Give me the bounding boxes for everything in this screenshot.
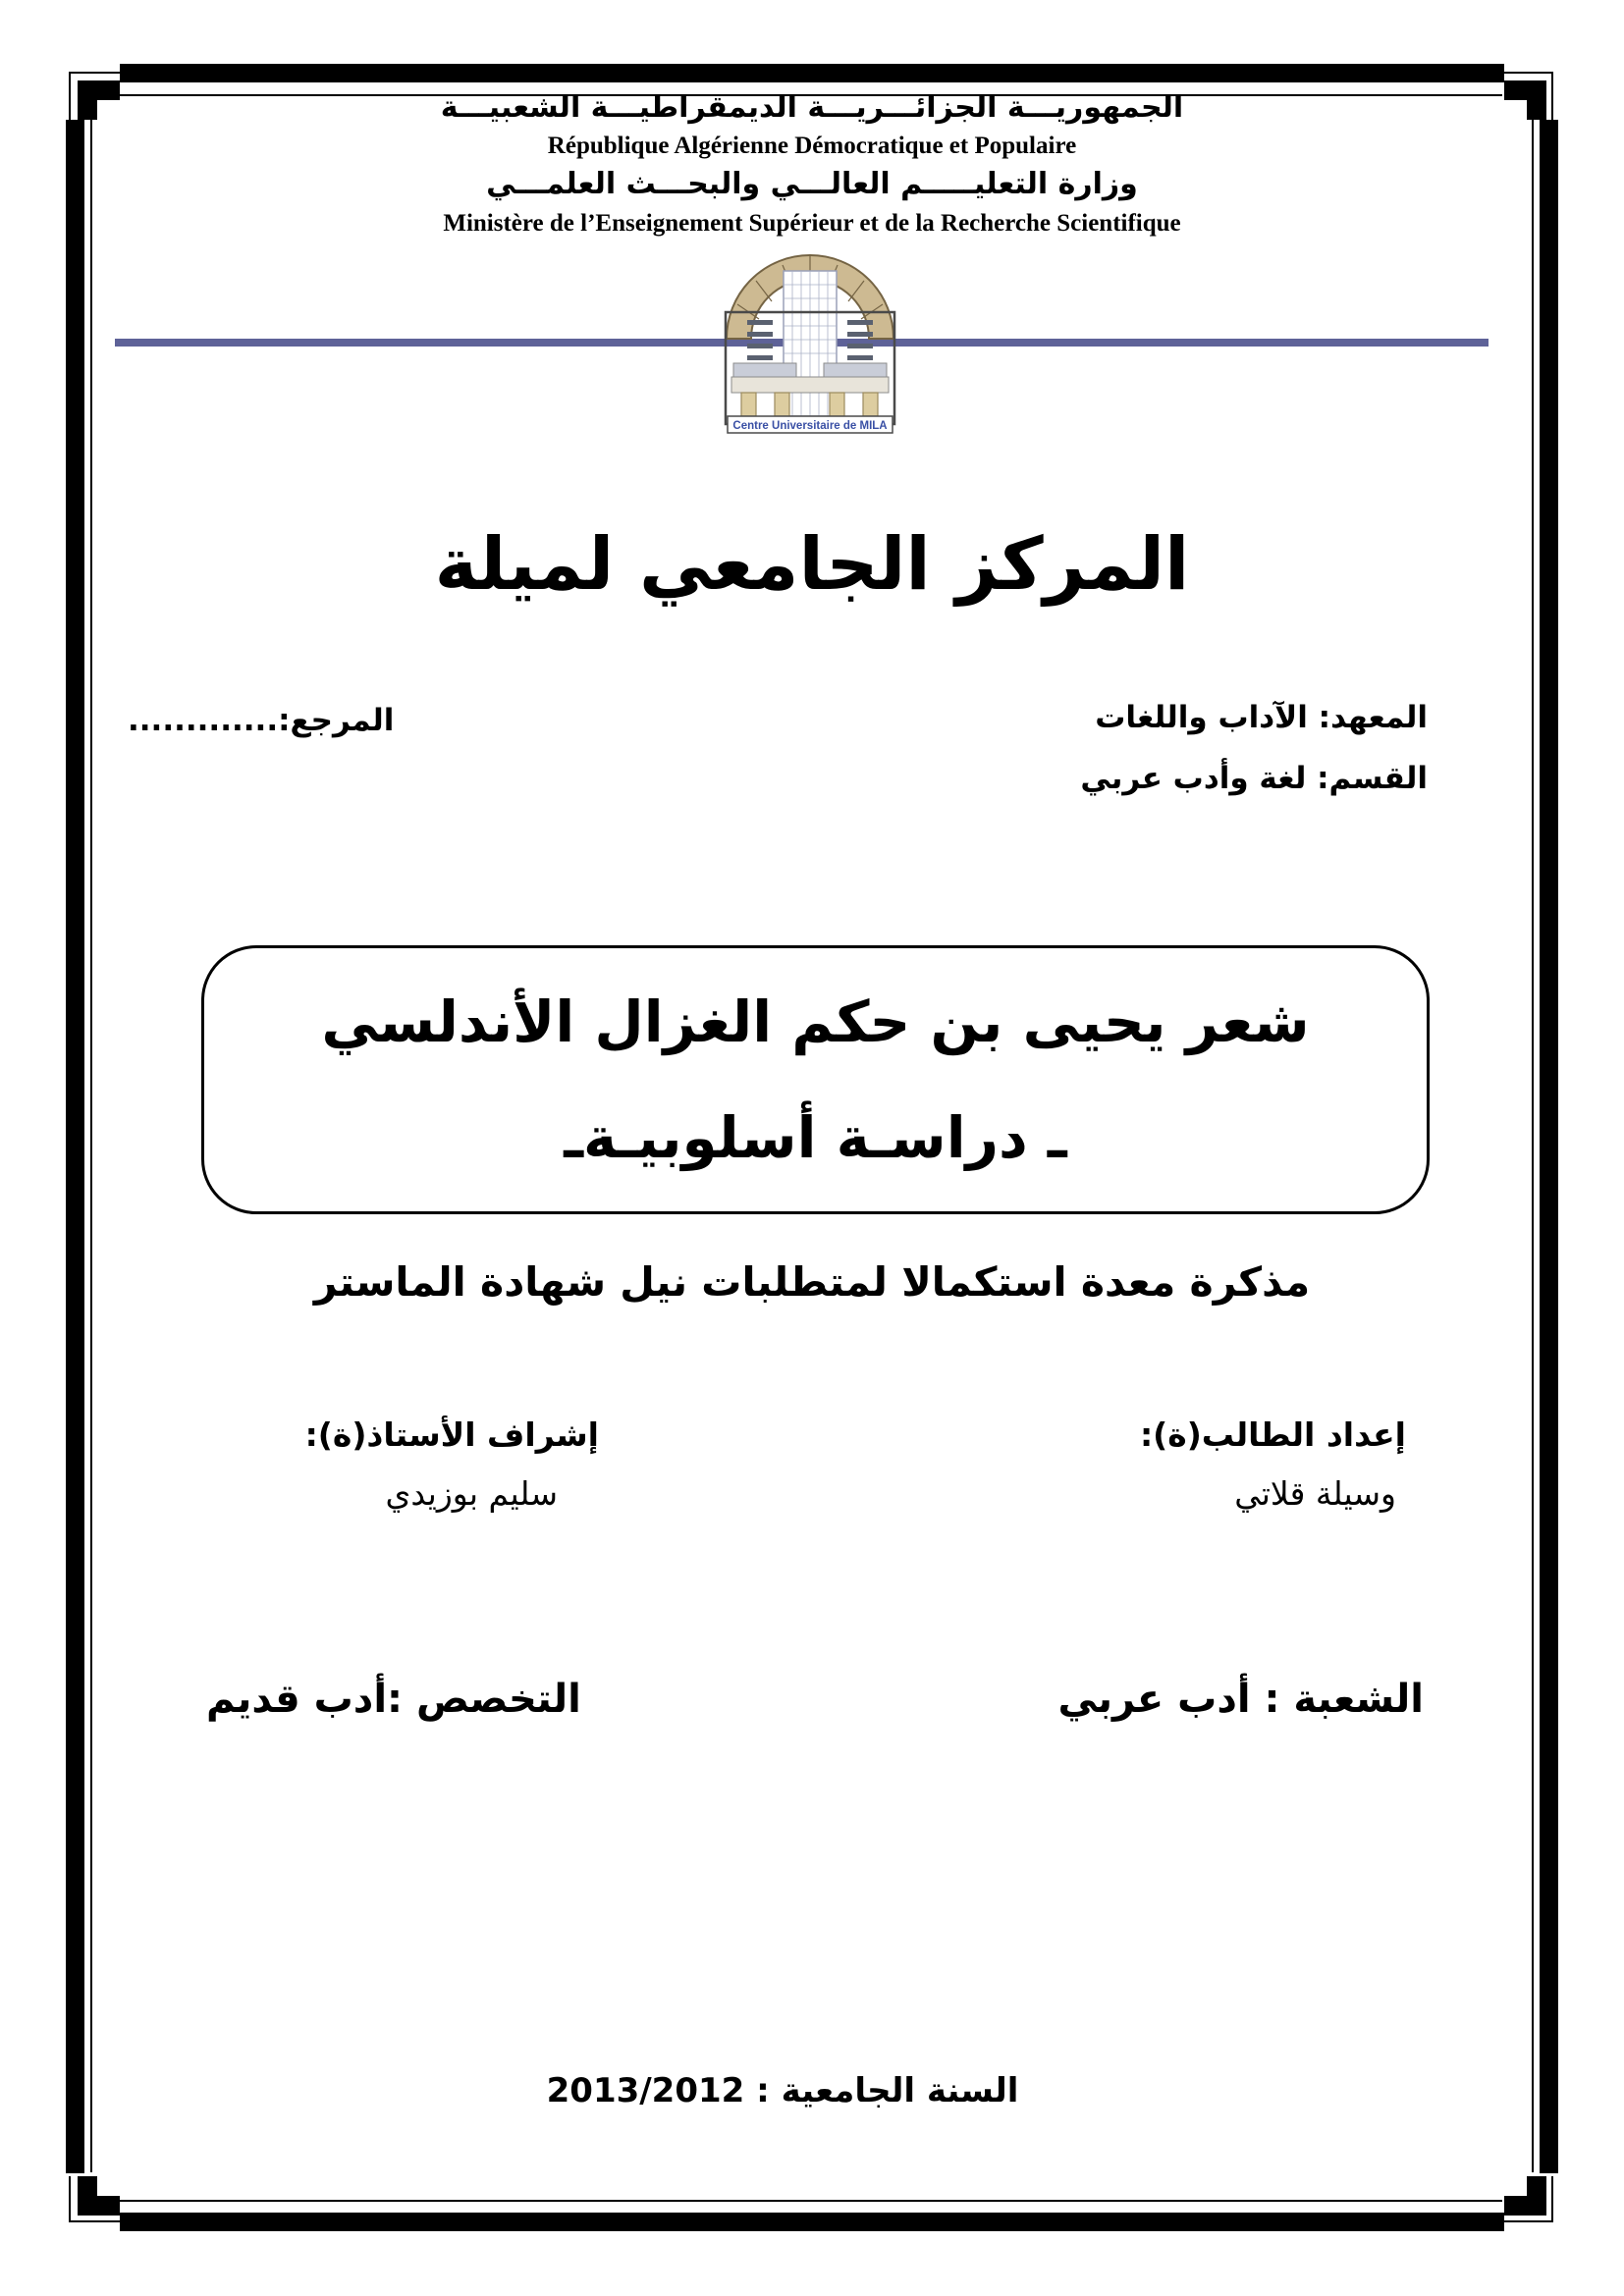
header-ministry-fr: Ministère de l’Enseignement Supérieur et de la Recherche Scientifique: [443, 210, 1181, 237]
header-republic-fr: République Algérienne Démocratique et Populaire: [547, 133, 1077, 159]
logo-capital-left: [733, 363, 796, 377]
department-line: القسم: لغة وأدب عربي: [1080, 761, 1428, 796]
supervisor-block: [226, 1412, 599, 1518]
thesis-title-line2: ـ دراسـة أسلوبيـةـ: [564, 1104, 1067, 1171]
fields-row: [128, 687, 1428, 805]
thesis-subtitle: مذكرة معدة استكمالا لمتطلبات نيل شهادة الماستر: [313, 1258, 1311, 1306]
institute-line: المعهد: الآداب واللغات: [1095, 700, 1428, 735]
academic-year-line: السنة الجامعية : 2013/2012: [546, 2071, 1019, 2110]
thesis-title-line1: شعر يحيى بن حكم الغزال الأندلسي: [321, 988, 1310, 1055]
university-logo: [712, 243, 908, 438]
header-ministry-ar: وزارة التعليـــــم العالـــي والبحـــث العلمـــي: [486, 167, 1138, 201]
university-center-title: المركز الجامعي لميلة: [434, 522, 1190, 607]
thesis-title-box: [201, 945, 1430, 1214]
logo-capital-right: [824, 363, 887, 377]
supervisor-label: إشراف الأستاذ(ة):: [304, 1415, 599, 1454]
header-republic-ar: الجمهوريـــة الجزائـــريـــة الديمقراطيـــة الشعبيـــة: [440, 90, 1184, 125]
logo-caption: Centre Universitaire de MILA: [732, 420, 888, 432]
people-row: [226, 1412, 1406, 1549]
student-name: وسيلة قلاتي: [1234, 1474, 1396, 1513]
institute-department-block: [1080, 687, 1428, 809]
student-block: [1140, 1412, 1406, 1518]
student-label: إعداد الطالب(ة):: [1139, 1415, 1406, 1454]
supervisor-name: سليم بوزيدي: [385, 1474, 558, 1513]
reference-line: المرجع:.............: [128, 703, 395, 738]
header-block: [0, 86, 1624, 240]
logo-beam: [731, 377, 889, 393]
branch-line: الشعبة : أدب عربي: [1057, 1677, 1424, 1722]
specialty-line: التخصص :أدب قديم: [206, 1677, 581, 1722]
program-row: [206, 1669, 1424, 1737]
